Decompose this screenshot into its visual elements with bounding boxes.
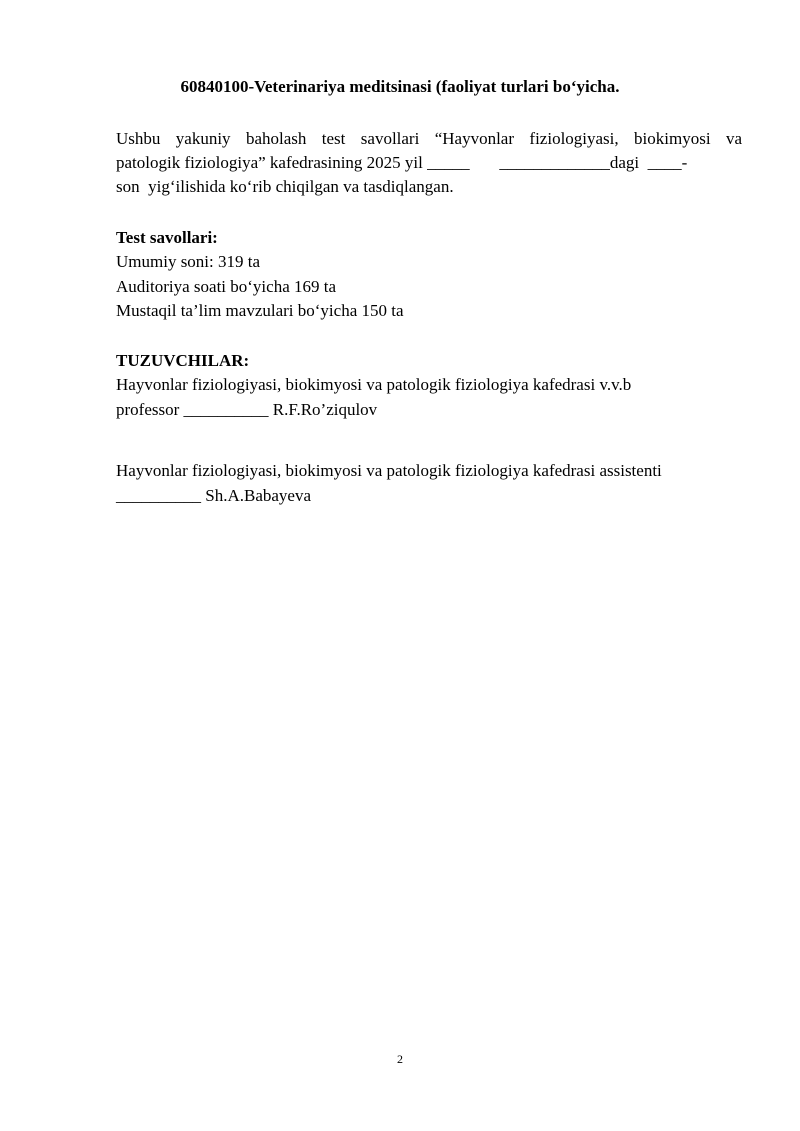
document-title: 60840100-Veterinariya meditsinasi (faoliyat turlari bo‘yicha. <box>180 77 620 96</box>
total-count: Umumiy soni: 319 ta <box>116 252 261 271</box>
compiler-1-department: Hayvonlar fiziologiyasi, biokimyosi va patologik fiziologiya kafedrasi v.v.b <box>116 375 632 394</box>
intro-line-1: Ushbu yakuniy baholash test savollari “Hayvonlar fiziologiyasi, biokimyosi va <box>116 129 742 148</box>
intro-line-2: patologik fiziologiya” kafedrasining 2025 yil _____ _____________dagi ____- <box>116 153 688 172</box>
compiler-2-department: Hayvonlar fiziologiyasi, biokimyosi va patologik fiziologiya kafedrasi assistenti <box>116 461 662 480</box>
compilers-heading: TUZUVCHILAR: <box>116 351 250 370</box>
compiler-1-signature: professor __________ R.F.Ro’ziqulov <box>116 400 378 419</box>
compiler-2-signature: __________ Sh.A.Babayeva <box>116 486 312 505</box>
page-number: 2 <box>397 1052 403 1066</box>
auditorium-count: Auditoriya soati bo‘yicha 169 ta <box>116 277 337 296</box>
independent-count: Mustaqil ta’lim mavzulari bo‘yicha 150 ta <box>116 301 404 320</box>
test-heading: Test savollari: <box>116 228 218 247</box>
intro-line-3: son yig‘ilishida ko‘rib chiqilgan va tasdiqlangan. <box>116 177 454 196</box>
